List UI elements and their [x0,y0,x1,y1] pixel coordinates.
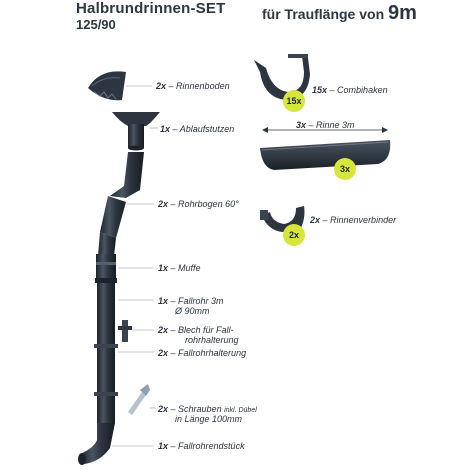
qty: 1x [160,124,171,134]
qty: 2x [158,199,169,209]
set-subtitle: 125/90 [76,17,116,32]
gutter-icon [260,127,390,170]
combihaken-qty-badge: 15x [283,90,305,112]
part-name: – Ablaufstutzen [172,124,235,134]
label-fallrohrhalterung [158,348,246,358]
part-note: inkl. Dübel [224,407,257,414]
part-name: – Schrauben [170,404,222,414]
label-rinnenboden [156,81,230,91]
label-combihaken [312,85,388,95]
rinne-qty-badge: 3x [334,158,356,180]
set-title: Halbrundrinnen-SET [76,0,226,17]
qty: 2x [158,404,169,414]
qty: 2x [158,325,169,335]
label-schrauben [158,404,257,424]
label-rohrbogen [158,199,239,209]
eaves-length-value: 9m [388,2,417,24]
part-name: – Fallrohrendstück [170,441,245,451]
label-rinne [296,120,355,130]
part-detail: in Länge 100mm [175,414,243,424]
bracket-plate-icon [118,320,154,342]
label-fallrohrendstueck [158,441,245,451]
part-name: – Rinnenboden [168,81,230,91]
part-name: – Combihaken [329,85,388,95]
part-name: – Rohrbogen 60° [170,199,239,209]
eaves-prefix: für Trauflänge von [262,6,385,22]
label-muffe [158,263,201,273]
label-rinnenverbinder [310,215,396,225]
qty: 3x [296,120,307,130]
label-ablaufstutzen [160,124,234,134]
gutter-outlet-icon [112,112,160,151]
label-fallrohr [158,296,224,316]
downpipe-assembly-icon [78,152,154,465]
rinnenverbinder-qty-badge: 2x [283,224,305,246]
screw-icon [128,384,156,415]
qty: 2x [156,81,167,91]
qty: 15x [312,85,328,95]
gutter-end-cap-icon [88,71,152,100]
qty: 1x [158,441,169,451]
part-name: – Blech für Fall- [170,325,234,335]
label-blech [158,325,239,345]
qty: 1x [158,263,169,273]
qty: 1x [158,296,169,306]
part-name: – Fallrohrhalterung [170,348,247,358]
qty: 2x [310,215,321,225]
qty: 2x [158,348,169,358]
part-detail: rohrhalterung [185,335,239,345]
part-name: – Rinnenverbinder [322,215,397,225]
part-name: – Rinne 3m [308,120,355,130]
part-name: – Fallrohr 3m [170,296,224,306]
part-name: – Muffe [170,263,201,273]
part-detail: Ø 90mm [175,306,210,316]
